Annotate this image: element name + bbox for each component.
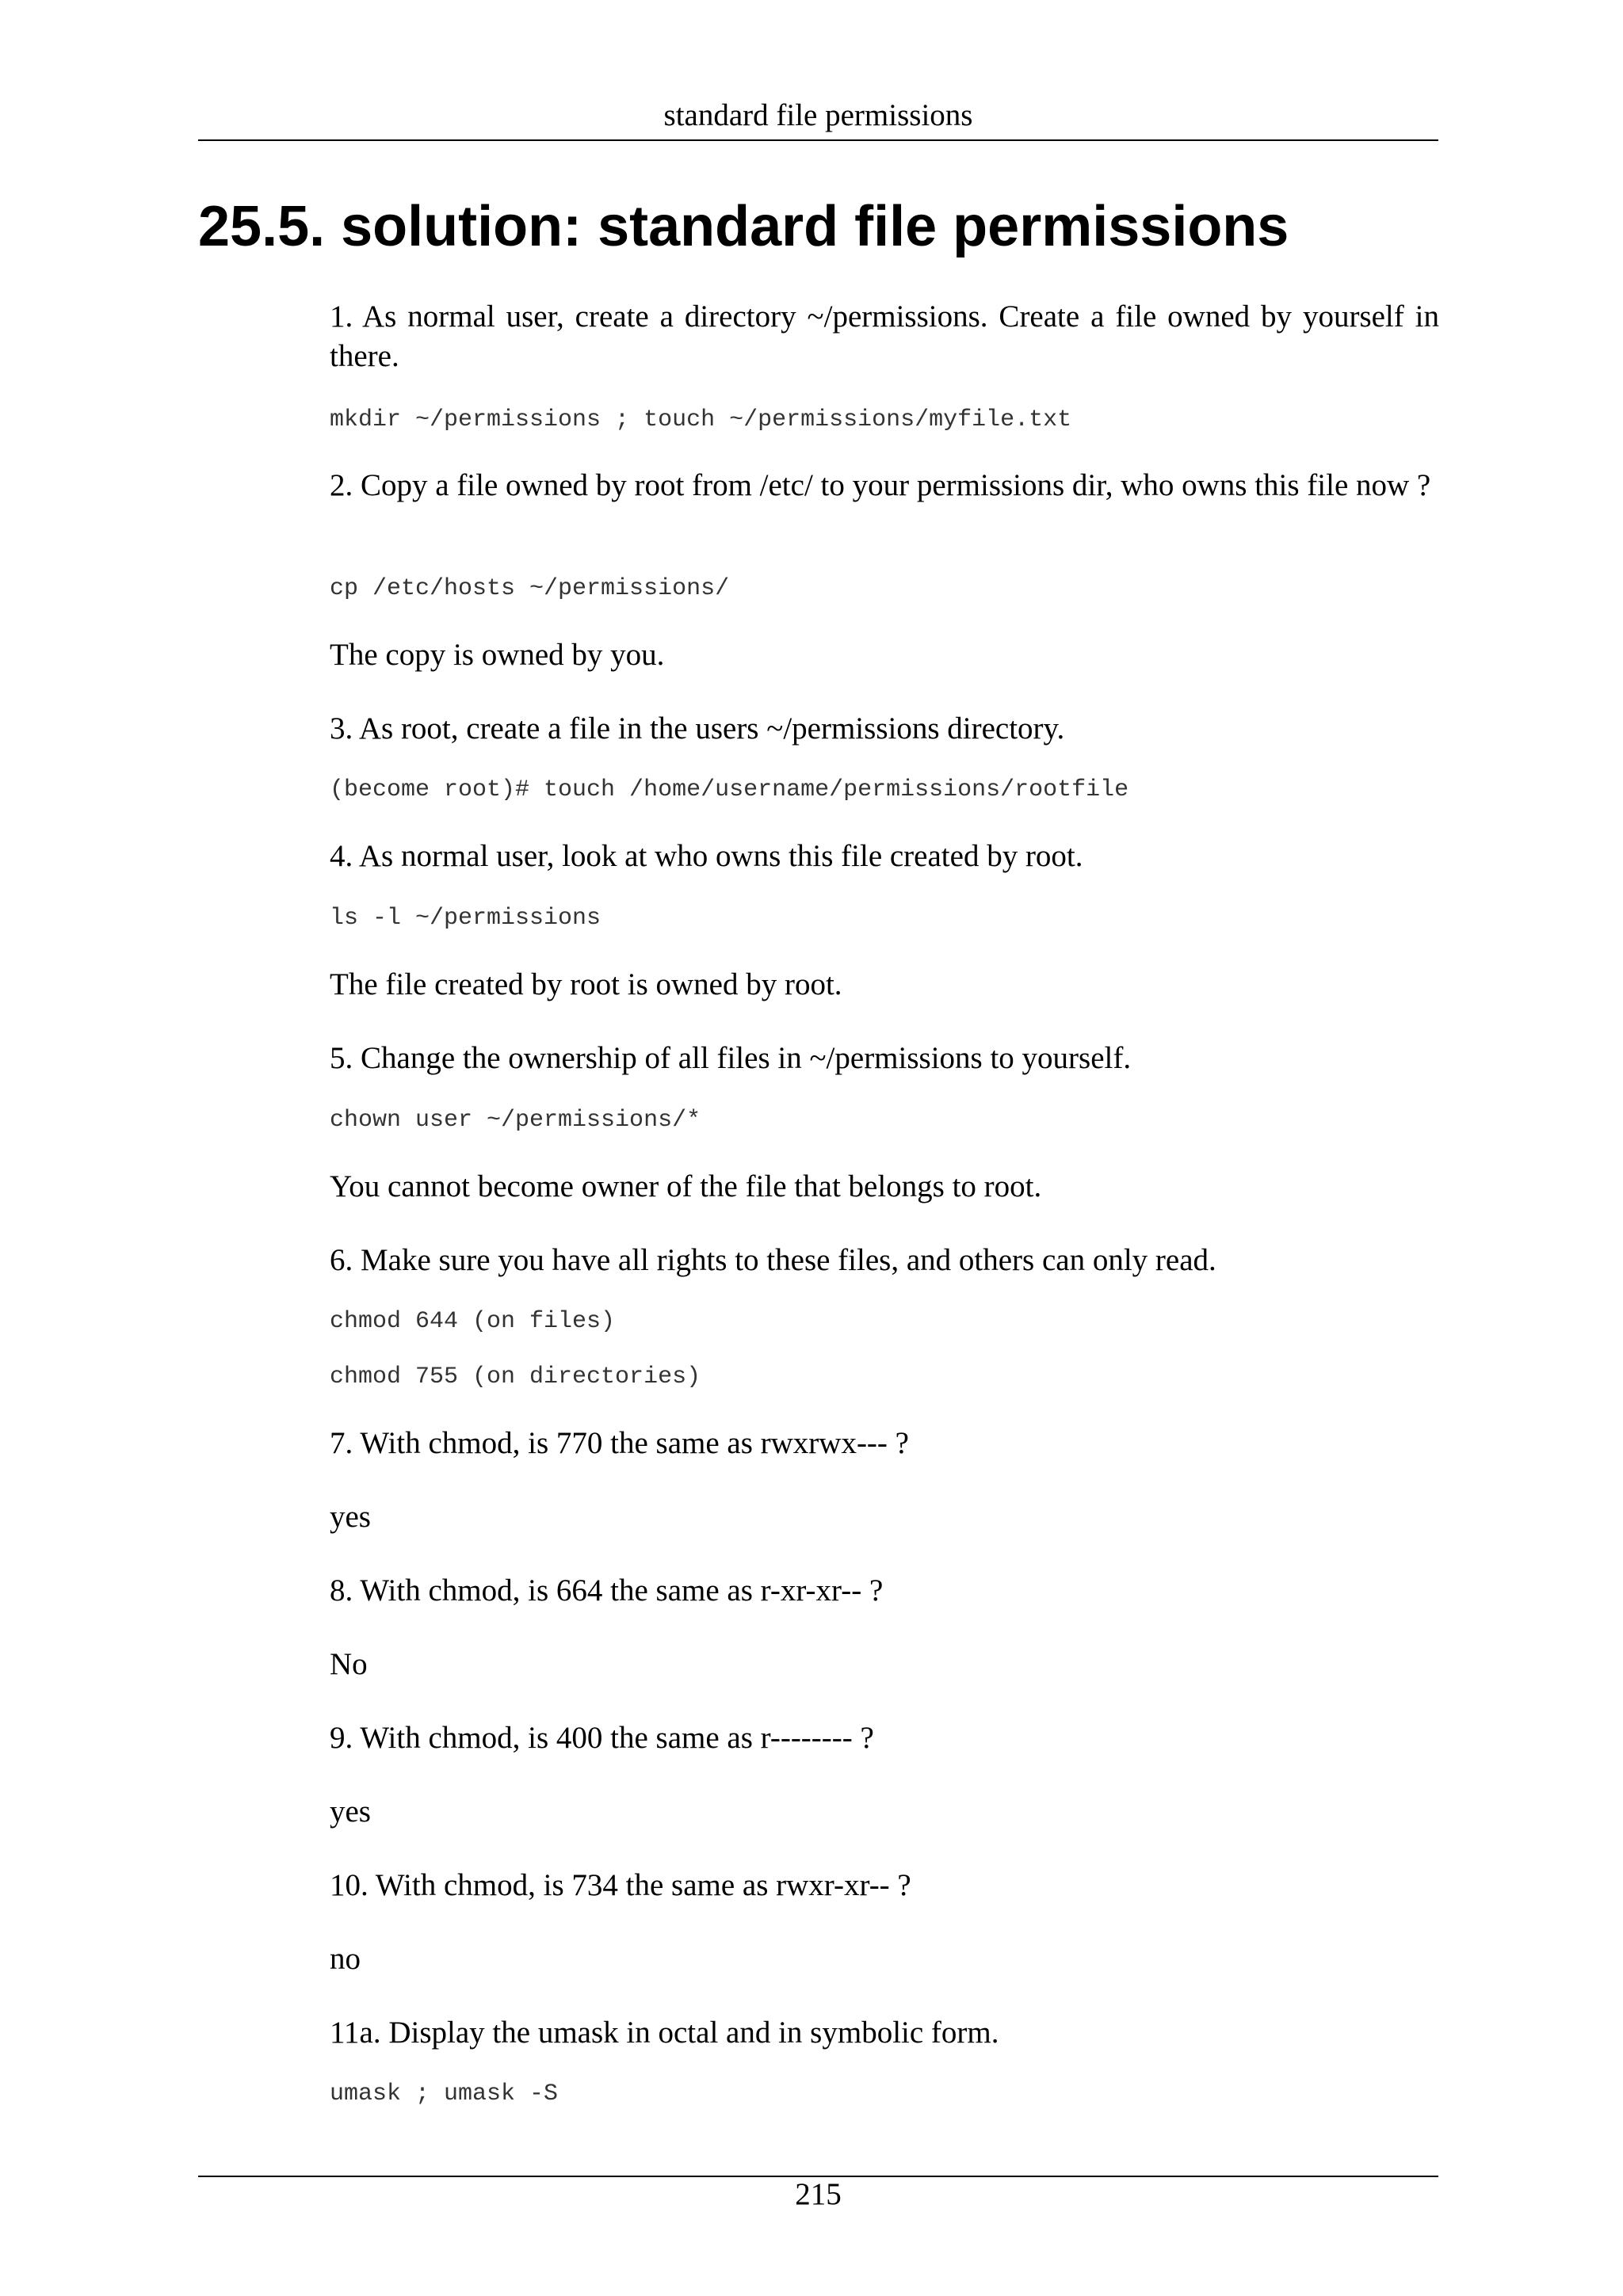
- code-line-6b: chmod 755 (on directories): [330, 1363, 701, 1390]
- answer-10: no: [330, 1942, 361, 1976]
- answer-7: yes: [330, 1500, 371, 1534]
- code-line-11a: umask ; umask -S: [330, 2081, 559, 2107]
- running-header: standard file permissions: [663, 98, 973, 132]
- question-9: 9. With chmod, is 400 the same as r-------- ?: [330, 1721, 874, 1755]
- question-2: 2. Copy a file owned by root from /etc/ to your permissions dir, who owns this file now ?: [330, 468, 1431, 502]
- question-3: 3. As root, create a file in the users ~/permissions directory.: [330, 711, 1065, 746]
- code-line-2: cp /etc/hosts ~/permissions/: [330, 575, 730, 602]
- answer-8: No: [330, 1647, 368, 1681]
- code-line-1: mkdir ~/permissions ; touch ~/permissions/myfile.txt: [330, 406, 1072, 433]
- question-6: 6. Make sure you have all rights to these files, and others can only read.: [330, 1243, 1216, 1277]
- question-8: 8. With chmod, is 664 the same as r-xr-xr-- ?: [330, 1573, 884, 1608]
- answer-4: The file created by root is owned by root.: [330, 967, 842, 1001]
- question-10: 10. With chmod, is 734 the same as rwxr-xr-- ?: [330, 1868, 911, 1902]
- section-title: 25.5. solution: standard file permissions: [198, 195, 1289, 258]
- question-4: 4. As normal user, look at who owns this file created by root.: [330, 839, 1083, 873]
- question-7: 7. With chmod, is 770 the same as rwxrwx--- ?: [330, 1426, 909, 1460]
- answer-9: yes: [330, 1794, 371, 1829]
- question-1: 1. As normal user, create a directory ~/permissions. Create a file owned by yourself in there.: [330, 299, 1439, 373]
- code-line-3: (become root)# touch /home/username/permissions/rootfile: [330, 776, 1129, 803]
- header-rule: [198, 139, 1438, 141]
- answer-2: The copy is owned by you.: [330, 638, 665, 672]
- code-line-6a: chmod 644 (on files): [330, 1308, 616, 1335]
- answer-5: You cannot become owner of the file that belongs to root.: [330, 1169, 1042, 1203]
- question-5: 5. Change the ownership of all files in ~/permissions to yourself.: [330, 1041, 1132, 1075]
- page-number: 215: [795, 2177, 842, 2211]
- code-line-4: ls -l ~/permissions: [330, 905, 601, 932]
- question-11a: 11a. Display the umask in octal and in symbolic form.: [330, 2016, 999, 2050]
- code-line-5: chown user ~/permissions/*: [330, 1107, 701, 1134]
